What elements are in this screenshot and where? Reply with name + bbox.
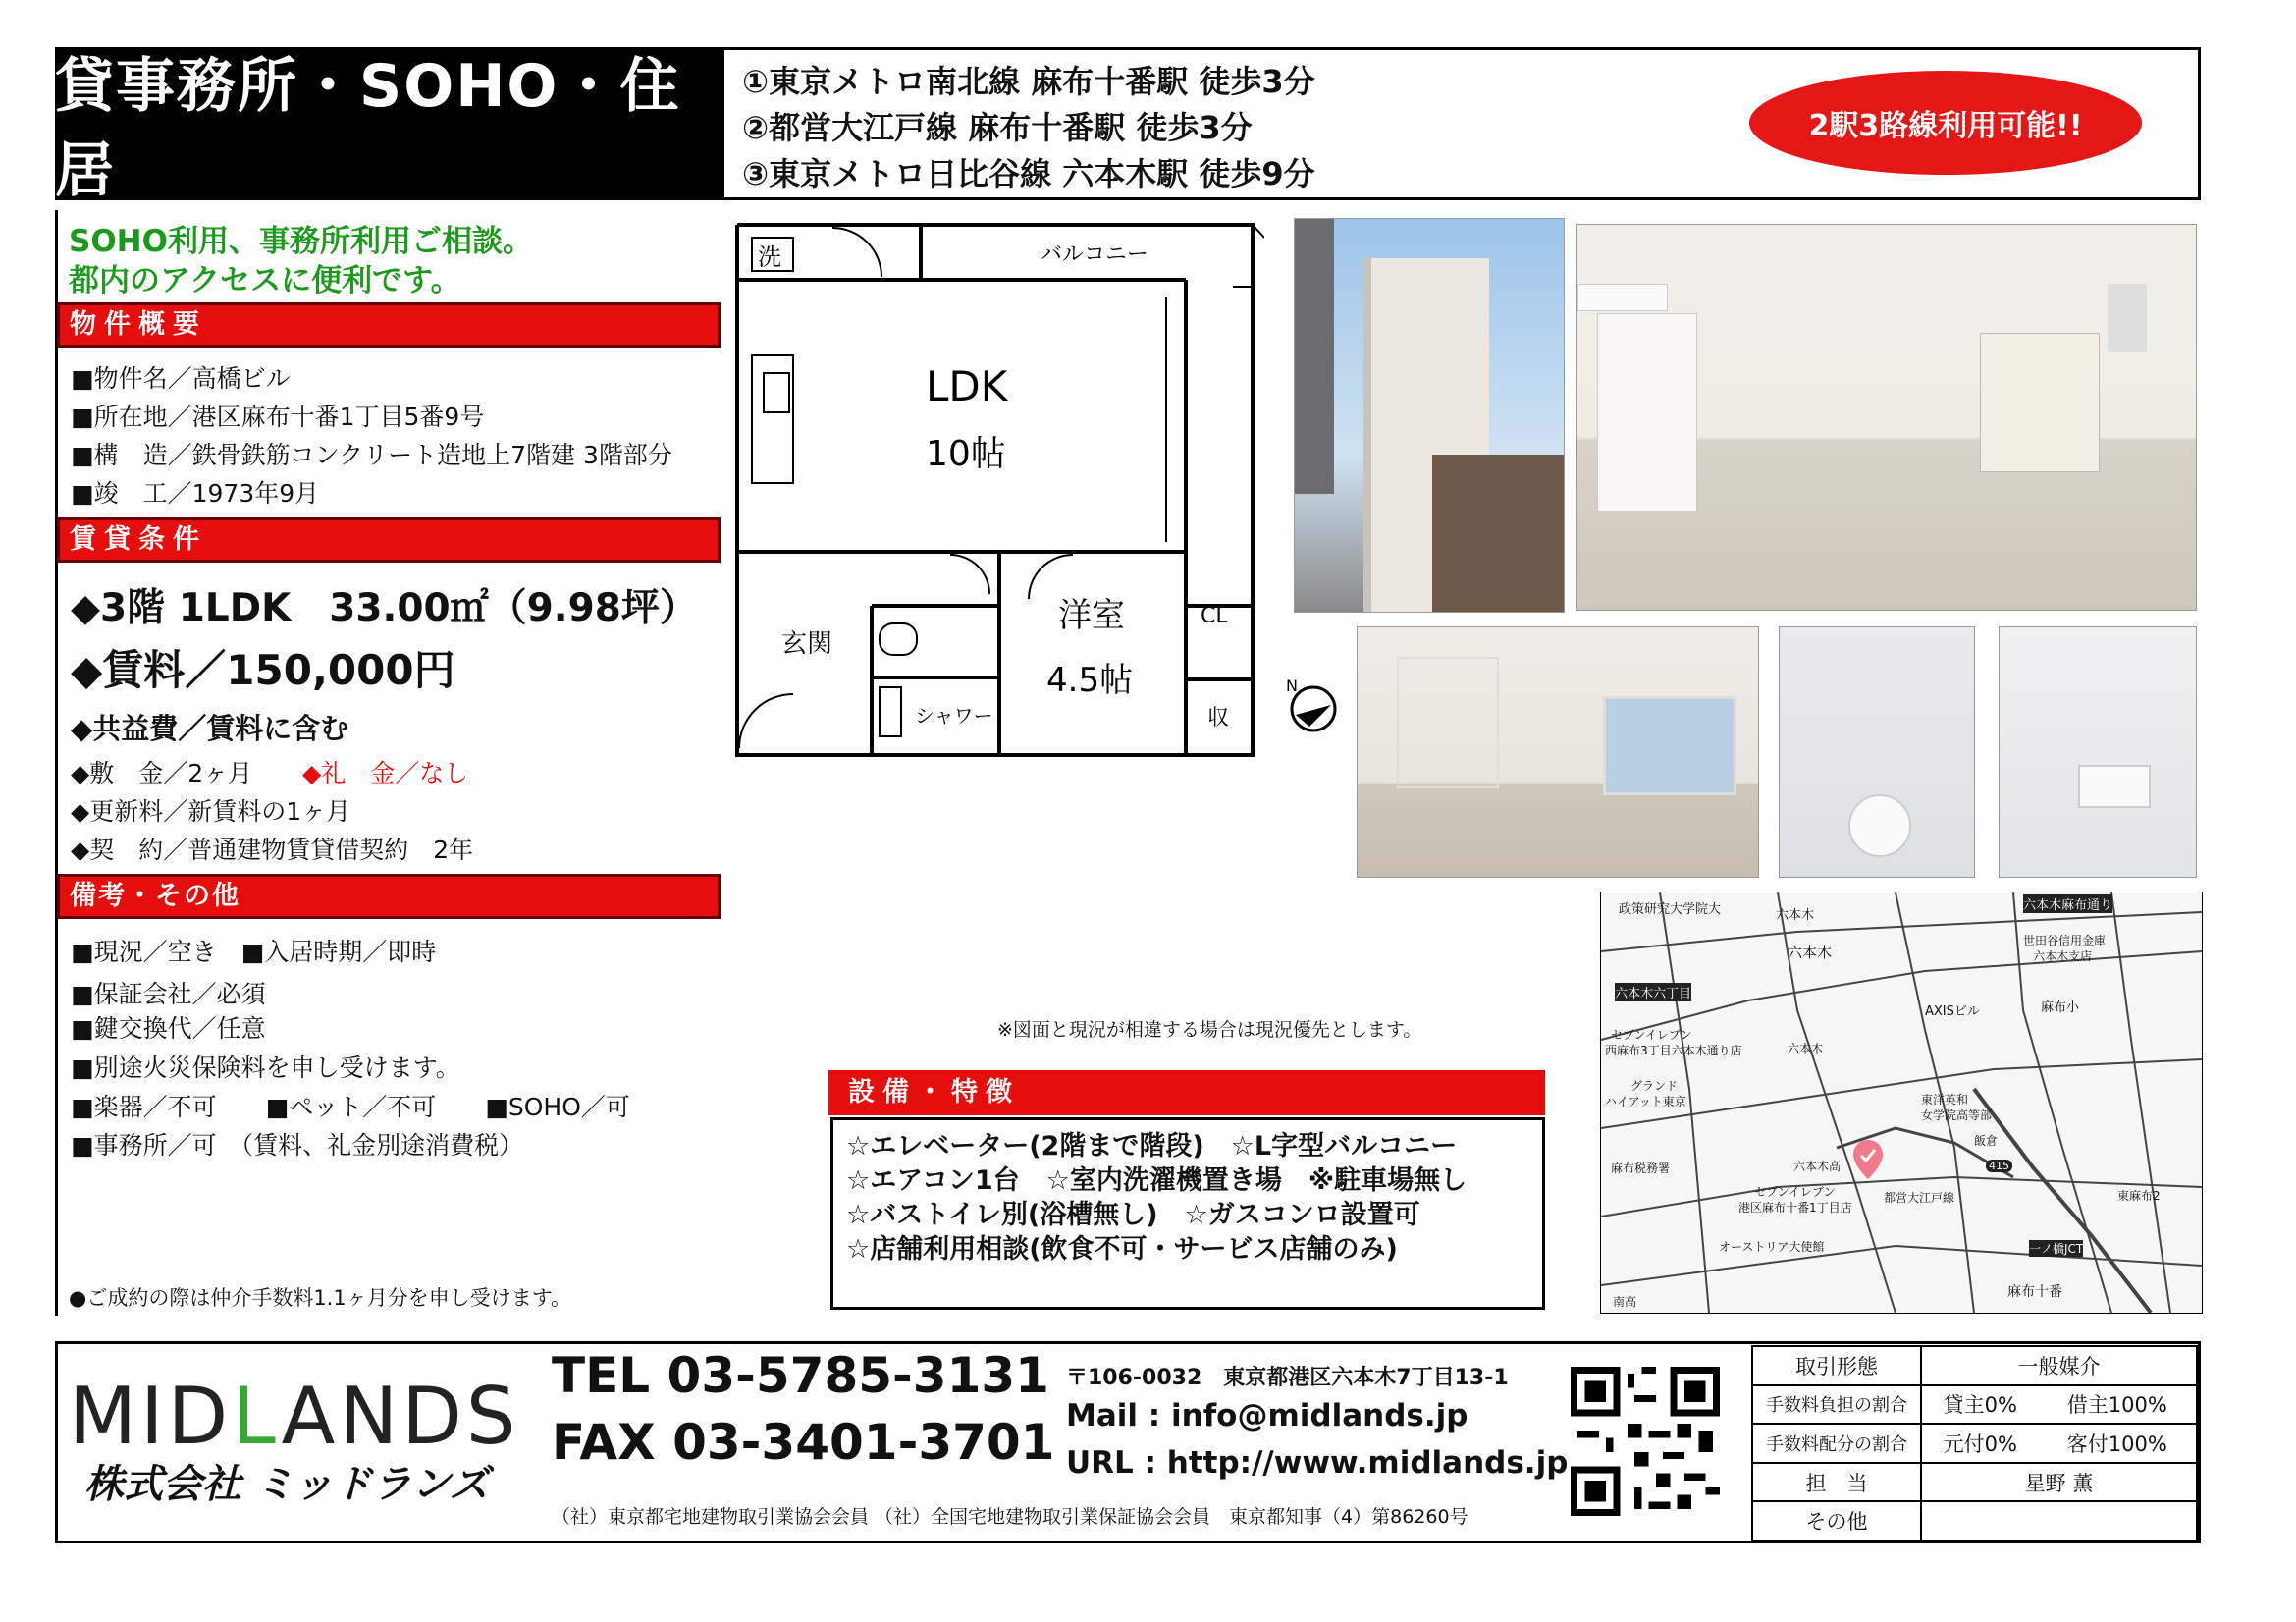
ldk-photo (1576, 224, 2197, 611)
overview-item: ■所在地／港区麻布十番1丁目5番9号 (71, 403, 485, 431)
common-fee: ◆共益費／賃料に含む (71, 712, 349, 745)
company-email: Mail : info@midlands.jp (1066, 1398, 1468, 1433)
phone-number: TEL 03-5785-3131 (552, 1347, 1049, 1404)
map-label: 麻布十番 (2007, 1284, 2062, 1300)
table-label: 担 当 (1752, 1463, 1921, 1502)
map-label: 飯倉 (1974, 1134, 1999, 1148)
map-route-badge: 415 (1986, 1160, 2012, 1172)
association-info: （社）東京都宅地建物取引業協会会員 （社）全国宅地建物取引業保証協会会員 東京都知事（4）第86260号 (552, 1506, 1468, 1528)
note-item: ■保証会社／必須 (71, 980, 266, 1008)
company-url: URL : http://www.midlands.jp (1066, 1445, 1569, 1481)
compass-n-label: N (1286, 677, 1298, 695)
facilities-heading: 設備・特徴 (828, 1070, 1545, 1115)
plan-balcony-label: バルコニー (1041, 243, 1149, 267)
station-2: ②都営大江戸線 麻布十番駅 徒歩3分 (742, 109, 1253, 146)
plan-ldk-label: LDK (926, 362, 1008, 410)
facility-item: ☆エレベーター(2階まで階段) ☆L字型バルコニー (846, 1131, 1458, 1162)
map-label: 東洋英和 (1921, 1093, 1969, 1107)
facility-item: ☆エアコン1台 ☆室内洗濯機置き場 ※駐車場無し (846, 1165, 1468, 1196)
terms-heading: 賃貸条件 (57, 517, 721, 563)
plan-western-size: 4.5帖 (1046, 661, 1134, 700)
table-value: 元付0% (1921, 1424, 2039, 1463)
map-label: セブンイレブン (1611, 1028, 1692, 1042)
contract-type: ◆契 約／普通建物賃貸借契約 2年 (71, 836, 474, 864)
map-label: 六本木六丁目 (1615, 983, 1691, 1001)
table-label: 手数料負担の割合 (1752, 1385, 1921, 1425)
table-value: 貸主0% (1921, 1385, 2039, 1425)
plan-entrance-label: 玄関 (781, 629, 833, 659)
plan-storage-label: 収 (1207, 706, 1230, 730)
map-label: 政策研究大学院大 (1619, 902, 1722, 917)
area-map (1600, 892, 2203, 1314)
facility-item: ☆バストイレ別(浴槽無し) ☆ガスコンロ設置可 (846, 1200, 1420, 1230)
notes-heading: 備考・その他 (57, 874, 721, 919)
map-label: 麻布税務署 (1611, 1162, 1671, 1175)
plan-ldk-size: 10帖 (926, 434, 1006, 474)
map-label: 西麻布3丁目六本木通り店 (1605, 1044, 1742, 1057)
note-item: ■楽器／不可 ■ペット／不可 ■SOHO／可 (71, 1093, 630, 1121)
fax-number: FAX 03-3401-3701 (552, 1414, 1055, 1471)
plan-shower-label: シャワー (915, 704, 993, 728)
note-item: ■鍵交換代／任意 (71, 1014, 266, 1043)
western-room-photo (1357, 626, 1759, 878)
plan-wash-label: 洗 (758, 243, 781, 271)
plan-closet-label: CL (1201, 604, 1228, 628)
map-label: 女学院高等部 (1921, 1108, 1993, 1122)
intro-line-1: SOHO利用、事務所利用ご相談。 (69, 224, 533, 259)
building-exterior-photo (1294, 218, 1565, 613)
floor-plan (734, 218, 1264, 768)
table-label: 取引形態 (1752, 1346, 1921, 1385)
table-value: 借主100% (2039, 1385, 2197, 1425)
renewal-fee: ◆更新料／新賃料の1ヶ月 (71, 797, 351, 826)
map-label: 麻布小 (2041, 1000, 2080, 1015)
table-value: 星野 薫 (1921, 1463, 2197, 1502)
disclaimer: ※図面と現況が相違する場合は現況優先とします。 (997, 1019, 1422, 1041)
intro-line-2: 都内のアクセスに便利です。 (69, 263, 461, 298)
map-label: 港区麻布十番1丁目店 (1738, 1201, 1852, 1215)
shower-photo (1999, 626, 2197, 878)
map-label: 世田谷信用金庫 (2023, 934, 2107, 947)
map-label: 六本木支店 (2033, 949, 2093, 963)
compass-icon (1282, 677, 1339, 736)
map-label: 六本木麻布通り (2023, 894, 2112, 913)
map-label: 六本木 (1776, 908, 1815, 923)
access-badge: 2駅3路線利用可能!! (1749, 71, 2142, 175)
map-roads (1601, 892, 2202, 1313)
company-address: 〒106-0032 東京都港区六本木7丁目13-1 (1066, 1366, 1509, 1390)
logo-accent-letter: L (232, 1371, 282, 1462)
map-label: 六本木 (1788, 944, 1833, 961)
note-item: ■別途火災保険料を申し受けます。 (71, 1054, 460, 1082)
table-value: 一般媒介 (1921, 1346, 2197, 1385)
commission-note: ●ご成約の際は仲介手数料1.1ヶ月分を申し受けます。 (69, 1286, 572, 1310)
table-value (1921, 1501, 2197, 1541)
map-label: AXISビル (1925, 1004, 1980, 1019)
location-pin-icon (1851, 1138, 1885, 1181)
map-label: 東麻布2 (2117, 1189, 2161, 1203)
map-label: 都営大江戸線 (1884, 1191, 1955, 1205)
map-label: ハイアット東京 (1605, 1095, 1686, 1108)
table-label: その他 (1752, 1501, 1921, 1541)
note-item: ■事務所／可 （賃料、礼金別途消費税） (71, 1131, 524, 1160)
key-money: ◆礼 金／なし (302, 759, 469, 787)
qr-code-icon (1571, 1367, 1720, 1516)
table-label: 手数料配分の割合 (1752, 1424, 1921, 1463)
rent: ◆賃料／150,000円 (71, 646, 455, 694)
floor-area: ◆3階 1LDK 33.00㎡（9.98坪） (71, 586, 698, 630)
plan-western-label: 洋室 (1058, 596, 1125, 635)
page-title: 貸事務所・SOHO・住居 (55, 47, 724, 200)
overview-heading: 物件概要 (57, 302, 721, 348)
company-logo (69, 1371, 520, 1462)
deposit: ◆敷 金／2ヶ月 (71, 759, 253, 787)
note-item: ■現況／空き ■入居時期／即時 (71, 938, 437, 966)
company-name: 株式会社 ミッドランズ (84, 1462, 489, 1507)
map-label: 南高 (1613, 1295, 1637, 1309)
map-label: 六本木 (1788, 1042, 1824, 1055)
station-1: ①東京メトロ南北線 麻布十番駅 徒歩3分 (742, 63, 1315, 100)
station-3: ③東京メトロ日比谷線 六本木駅 徒歩9分 (742, 155, 1315, 192)
transaction-table (1751, 1345, 2198, 1541)
toilet-photo (1779, 626, 1975, 878)
overview-item: ■竣 工／1973年9月 (71, 479, 320, 508)
logo-text: MIDLANDS (69, 1371, 520, 1462)
map-label: オーストリア大使館 (1719, 1240, 1825, 1254)
overview-item: ■物件名／高橋ビル (71, 364, 291, 393)
overview-item: ■構 造／鉄骨鉄筋コンクリート造地上7階建 3階部分 (71, 441, 672, 469)
facility-item: ☆店舗利用相談(飲食不可・サービス店舗のみ) (846, 1234, 1398, 1265)
map-label: 一ノ橋JCT (2029, 1242, 2084, 1256)
table-value: 客付100% (2039, 1424, 2197, 1463)
map-label: 六本木高 (1793, 1160, 1842, 1173)
map-label: グランド (1630, 1079, 1679, 1093)
map-label: セブンイレブン (1754, 1185, 1836, 1199)
